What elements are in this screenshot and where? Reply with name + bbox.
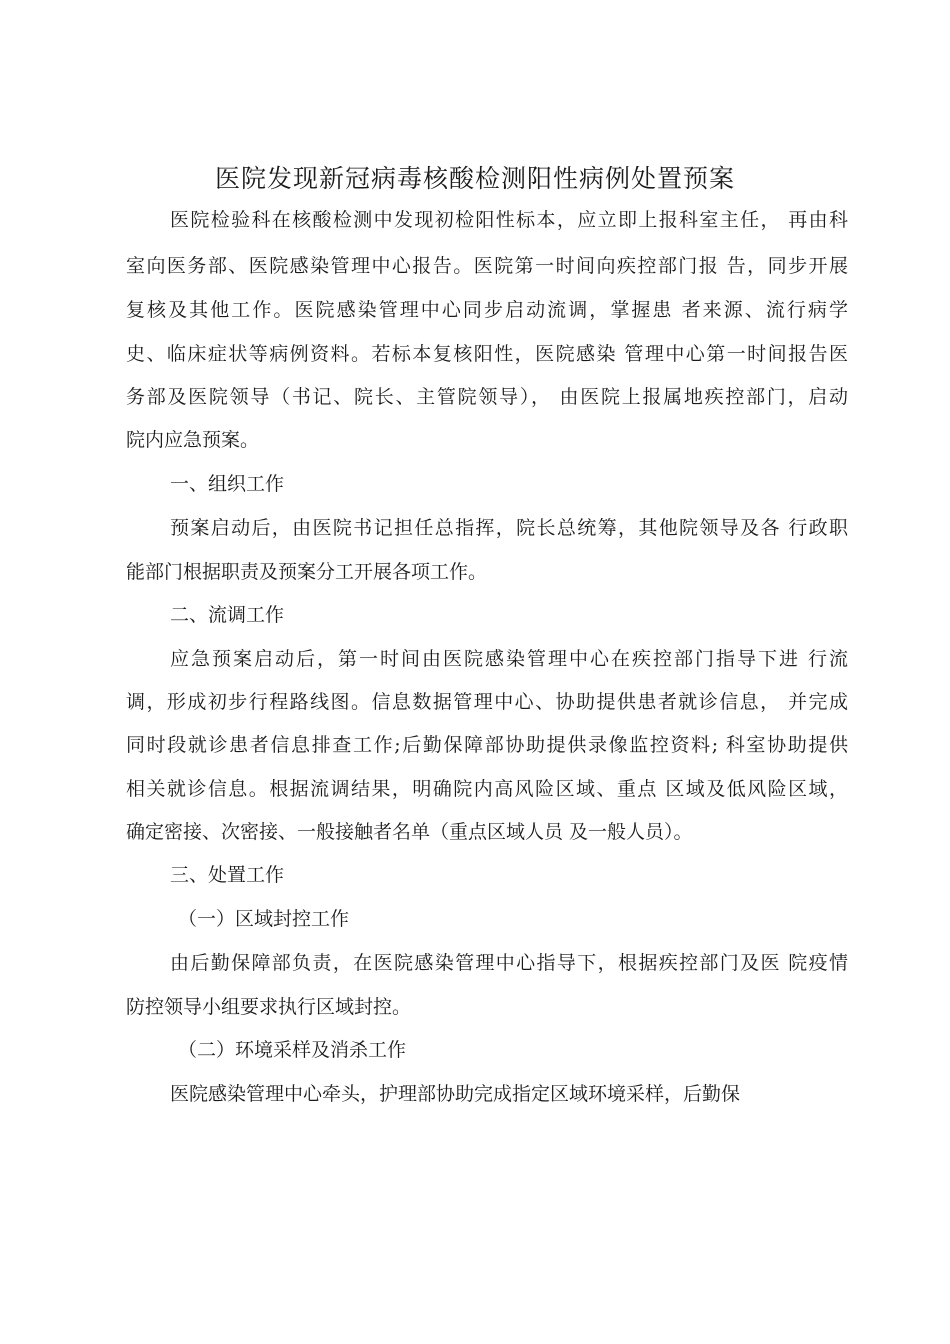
paragraph-line: 防控领导小组要求执行区域封控。 [126,996,412,1018]
paragraph-line: 医院感染管理中心牵头，护理部协助完成指定区域环境采样，后勤保 [170,1083,741,1105]
paragraph-line: 同时段就诊患者信息排查工作;后勤保障部协助提供录像监控资料; 科室协助提供 [126,734,848,756]
paragraph-line: 复核及其他工作。医院感染管理中心同步启动流调，掌握患 者来源、流行病学 [126,299,848,321]
paragraph-line: 确定密接、次密接、一般接触者名单（重点区域人员 及一般人员）。 [126,821,693,843]
paragraph-line: 室向医务部、医院感染管理中心报告。医院第一时间向疾控部门报 告，同步开展 [126,255,848,277]
section-heading-organization: 一、组织工作 [170,473,285,495]
paragraph-line: 史、临床症状等病例资料。若标本复核阳性，医院感染 管理中心第一时间报告医 [126,343,848,365]
subsection-heading-sampling-disinfection: （二）环境采样及消杀工作 [178,1039,407,1061]
paragraph-line: 调，形成初步行程路线图。信息数据管理中心、协助提供患者就诊信息， 并完成 [126,691,848,713]
paragraph-line: 能部门根据职责及预案分工开展各项工作。 [126,561,488,583]
paragraph-line: 医院检验科在核酸检测中发现初检阳性标本，应立即上报科室主任， 再由科 [170,209,848,231]
paragraph-line: 预案启动后，由医院书记担任总指挥，院长总统筹，其他院领导及各 行政职 [170,517,848,539]
document-title: 医院发现新冠病毒核酸检测阳性病例处置预案 [214,164,735,193]
paragraph-line: 相关就诊信息。根据流调结果，明确院内高风险区域、重点 区域及低风险区域， [126,778,848,800]
paragraph-line: 应急预案启动后，第一时间由医院感染管理中心在疾控部门指导下进 行流 [170,648,848,670]
paragraph-line: 由后勤保障部负责，在医院感染管理中心指导下，根据疾控部门及医 院疫情 [170,952,848,974]
section-heading-epidemiology: 二、流调工作 [170,604,285,626]
paragraph-line: 院内应急预案。 [126,429,260,451]
paragraph-line: 务部及医院领导（书记、院长、主管院领导）， 由医院上报属地疾控部门，启动 [126,386,848,408]
subsection-heading-area-control: （一）区域封控工作 [178,908,350,930]
section-heading-disposal: 三、处置工作 [170,864,285,886]
